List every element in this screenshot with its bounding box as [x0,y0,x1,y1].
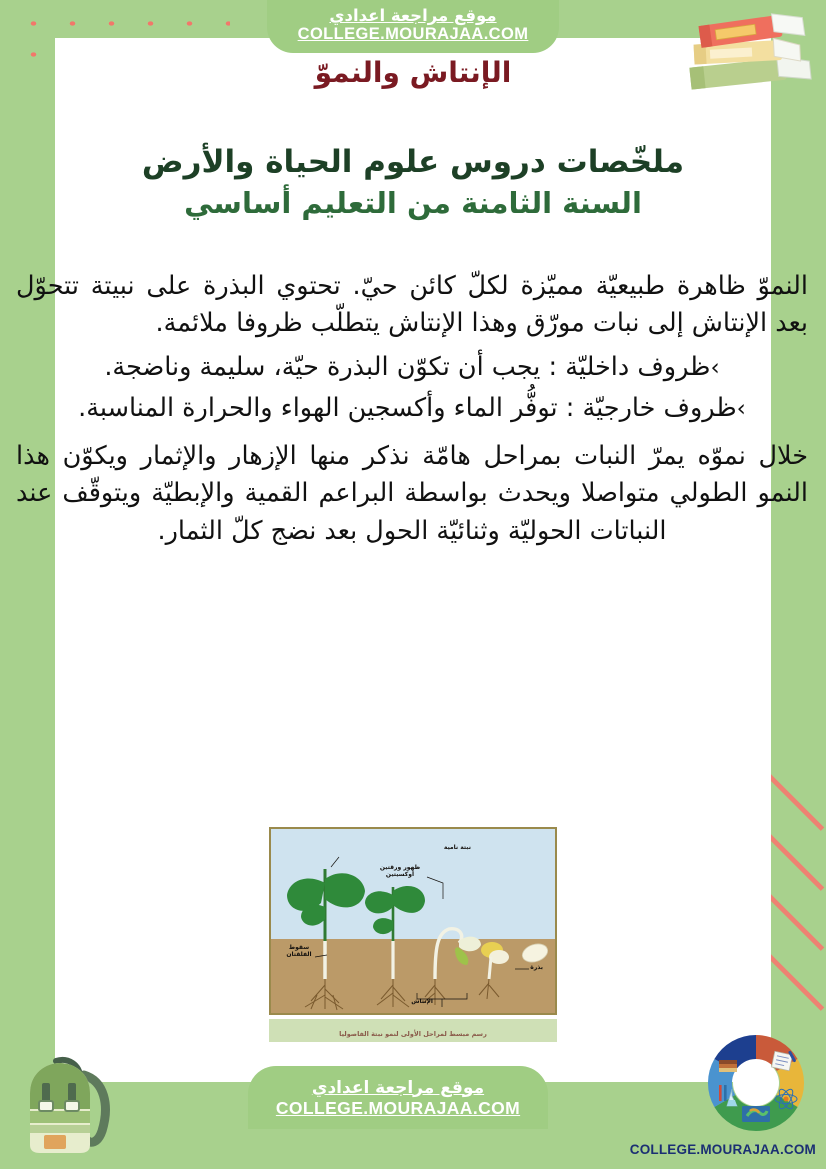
bullet-marker-icon: › [710,354,720,381]
paragraph-intro: النموّ ظاهرة طبيعيّة مميّزة لكلّ كائن حيّ. تحتوي البذرة على نبيتة تتحوّل بعد الإنتاش إلى نبات مورّق وهذا الإنتاش يتطلّب ظروفا ملائمة. [16,271,808,339]
germination-figure [269,827,557,1042]
books-stack-icon [672,4,814,100]
watermark-url: COLLEGE.MOURAJAA.COM [629,1142,816,1157]
page-title: الإنتاش والنموّ [314,56,512,89]
bullet-text-internal: ظروف داخليّة : يجب أن تكوّن البذرة حيّة، سليمة وناضجة. [104,351,711,382]
lesson-body [16,268,808,556]
bullet-text-external: ظروف خارجيّة : توفُّر الماء وأكسجين الهواء والحرارة المناسبة. [78,393,737,424]
figure-label-seed: بذرة [530,964,543,971]
footer-brand-url: COLLEGE.MOURAJAA.COM [275,1098,521,1118]
header-brand-url: COLLEGE.MOURAJAA.COM [297,25,529,44]
education-wheel-icon [704,1031,808,1135]
stage-hypocotyl-hook [423,929,481,1005]
stage-sprouting-seed [479,942,509,999]
bullet-item-internal-conditions [16,349,808,386]
footer-brand-tab [248,1066,548,1129]
germination-stages-drawing [269,829,555,1015]
paragraph-growth-stages: خلال نموّه يمرّ النبات بمراحل هامّة نذكر منها الإزهار والإثمار ويكوّن هذا النمو الطولي متواصلا ويحدث بواسطة البراعم القمية والإبطيّة ويتوقّف عند النباتات الحوليّة وثنائيّة الحول بعد نضج كلّ الثمار. [16,440,808,546]
stage-mature-plant [287,869,365,1010]
subtitle-block [0,142,826,223]
stage-young-plant [365,886,425,1007]
figure-label-mature-plant: نبتة نامية [443,844,471,851]
backpack-icon [6,1047,126,1163]
figure-label-cotyledons: سقوط الفلقتان [286,944,312,958]
bullet-marker-icon: › [736,396,746,423]
header-brand-arabic: موقع مراجعة اعدادي [329,6,497,25]
header-brand-tab [267,0,559,53]
subtitle-line-1: ملخّصات دروس علوم الحياة والأرض [141,144,685,180]
bullet-item-external-conditions [16,390,808,427]
footer-brand-arabic: موقع مراجعة اعدادي [311,1077,485,1098]
figure-caption-bar [269,1019,557,1042]
stage-seed [520,941,550,965]
figure-caption-text: رسم مبسط لمراحل الأولى لنمو نبتة الفاصوليا [339,1030,487,1038]
subtitle-line-2: السنة الثامنة من التعليم أساسي [184,185,642,220]
figure-frame [269,827,557,1015]
figure-label-two-leaves: ظهور ورقتين أوكسيتين [379,864,421,878]
figure-label-germination: الإنتاش [411,998,433,1005]
